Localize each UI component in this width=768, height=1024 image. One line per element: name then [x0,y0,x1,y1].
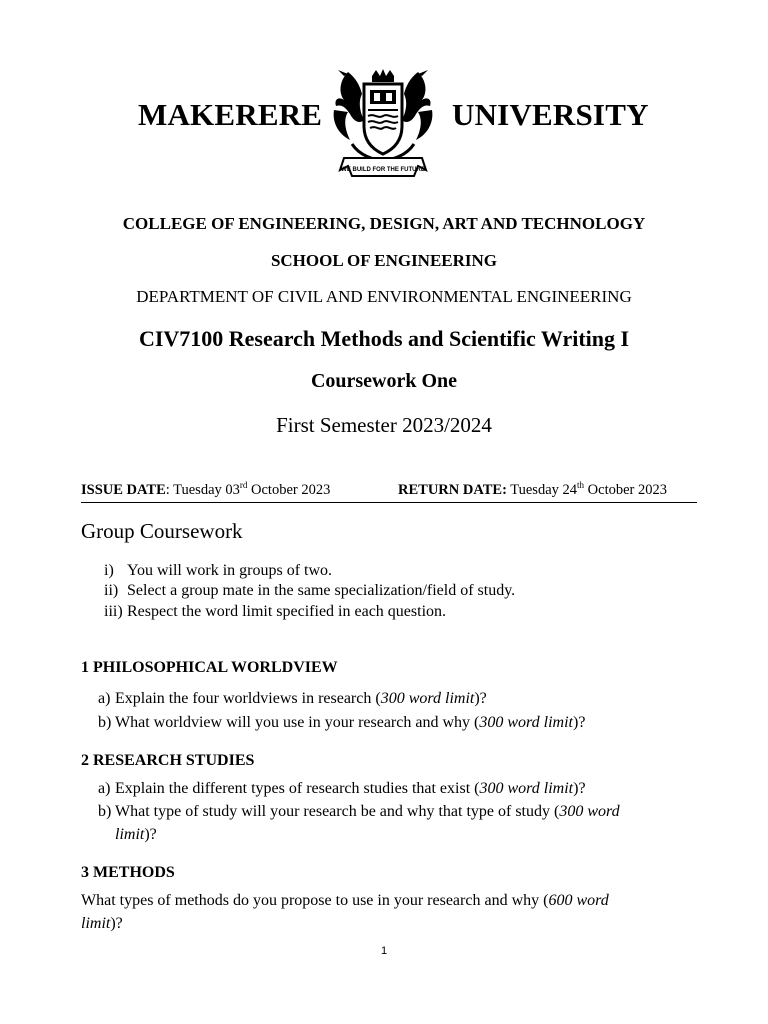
section-3-heading: 3 METHODS [81,864,175,881]
issue-date [81,480,330,499]
question-3-continued: limit)? [81,915,123,932]
section-2-heading: 2 RESEARCH STUDIES [81,752,255,769]
university-crest-logo [330,66,436,180]
question-2b: What type of study will your research be and why that type of study (300 word [115,803,620,820]
instruction-item: You will work in groups of two. [127,562,333,579]
department-name: DEPARTMENT OF CIVIL AND ENVIRONMENTAL ENGINEERING [136,287,632,306]
header-divider [81,502,697,503]
return-date-value: Tuesday 24 [506,481,578,498]
issue-date-label: ISSUE DATE [81,481,166,498]
instruction-num: i) [104,562,114,579]
group-coursework-heading: Group Coursework [81,519,243,543]
instruction-item: Respect the word limit specified in each question. [127,603,447,620]
crest-motto: WE BUILD FOR THE FUTURE [341,167,425,173]
page-number: 1 [380,945,388,957]
college-name: COLLEGE OF ENGINEERING, DESIGN, ART AND TECHNOLOGY [122,214,646,233]
return-date-month: October 2023 [584,481,667,498]
return-date-label: RETURN DATE: [398,481,507,498]
issue-date-value: : Tuesday 03 [165,481,240,498]
return-date [398,480,667,499]
issue-date-month: October 2023 [247,481,331,498]
question-label: a) [98,780,111,797]
return-date-suffix: th [577,480,585,490]
instruction-num: ii) [104,582,119,599]
issue-date-suffix: rd [239,480,248,490]
question-1a: Explain the four worldviews in research (300 word limit)? [115,690,487,707]
question-2a: Explain the different types of research studies that exist (300 word limit)? [115,780,586,797]
semester: First Semester 2023/2024 [276,413,492,437]
school-name: SCHOOL OF ENGINEERING [270,251,498,270]
university-name-left: MAKERERE [138,97,323,132]
question-label: b) [98,714,112,731]
question-2b-continued: limit)? [115,826,157,843]
coursework-title: Coursework One [310,370,458,392]
university-name-right: UNIVERSITY [452,97,649,132]
course-title: CIV7100 Research Methods and Scientific Writing I [138,326,630,351]
instruction-item: Select a group mate in the same specialization/field of study. [127,582,516,599]
question-3: What types of methods do you propose to use in your research and why (600 word [81,892,609,909]
section-1-heading: 1 PHILOSOPHICAL WORLDVIEW [81,659,338,676]
question-1b: What worldview will you use in your research and why (300 word limit)? [115,714,586,731]
question-label: b) [98,803,112,820]
instruction-num: iii) [104,603,123,620]
question-label: a) [98,690,111,707]
